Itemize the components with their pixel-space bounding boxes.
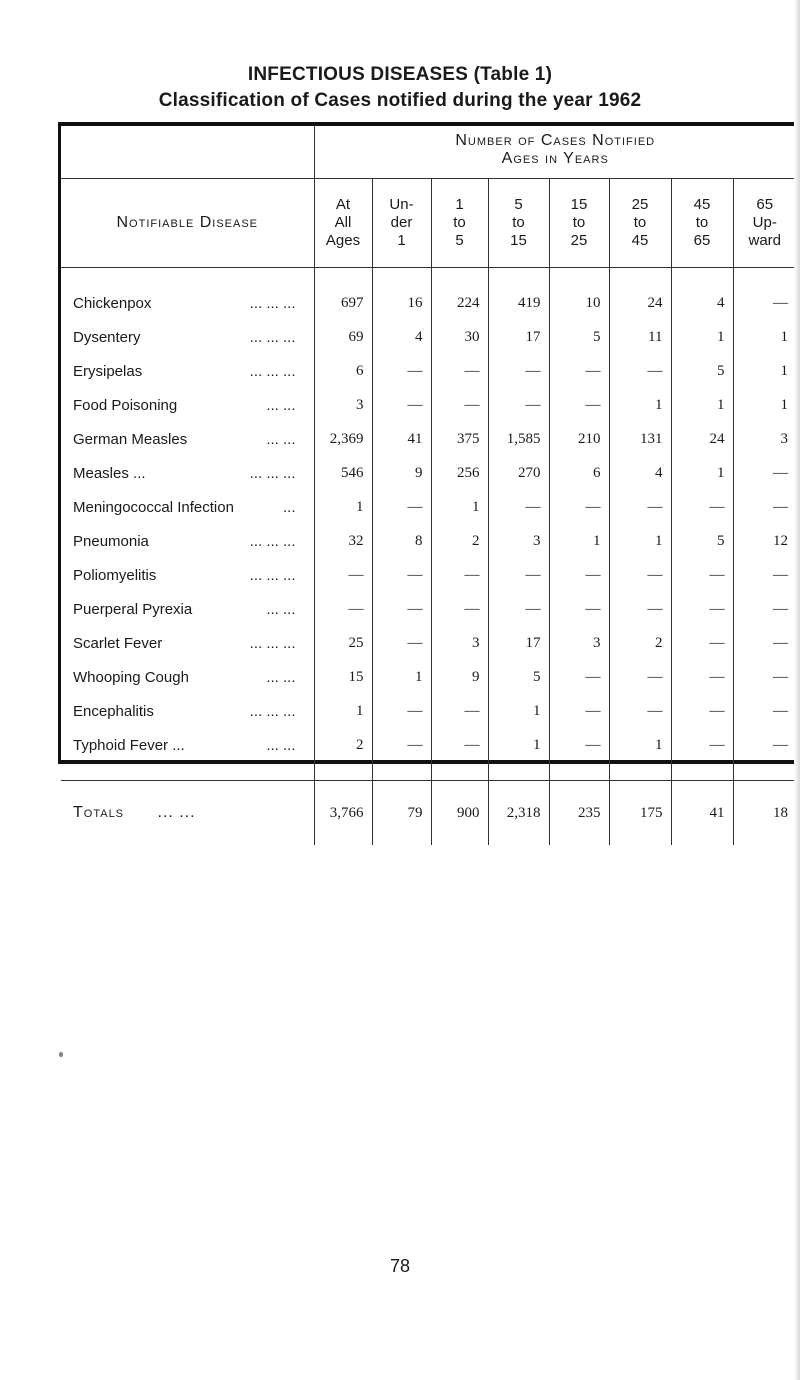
column-header-line: to [453,214,466,231]
value-cell: — [733,694,796,728]
value-cell: 17 [488,626,549,660]
value-cell: — [671,558,733,592]
value-cell: 1 [609,524,671,558]
total-value-cell: 175 [609,781,671,846]
value-cell: 224 [431,268,488,321]
value-cell: — [372,490,431,524]
column-header-line: to [633,214,647,231]
value-cell: 1 [609,728,671,781]
value-cell: 24 [671,422,733,456]
value-cell: 25 [314,626,372,660]
value-cell: 10 [549,268,609,321]
table-row [61,728,796,781]
value-cell: — [314,558,372,592]
table-row [61,422,796,456]
value-cell: 270 [488,456,549,490]
value-cell: — [671,694,733,728]
page-number: 78 [389,1256,411,1276]
table-row [61,388,796,422]
leader-dots: ... ... ... [249,566,296,584]
value-cell: — [488,388,549,422]
value-cell: — [549,592,609,626]
table-row [61,694,796,728]
disease-name: Scarlet Fever [73,634,163,652]
disease-name: Meningococcal Infection [73,498,234,516]
value-cell: 546 [314,456,372,490]
leader-dots: ... ... [266,736,296,754]
total-value-cell: 79 [372,781,431,846]
disease-cell [61,456,314,490]
table-row [61,660,796,694]
leader-dots: ... ... [266,600,296,618]
value-cell: 9 [372,456,431,490]
value-cell: — [549,354,609,388]
value-cell: — [372,354,431,388]
value-cell: 6 [314,354,372,388]
totals-dots: ... ... [157,804,196,821]
value-cell: — [488,354,549,388]
table-row [61,490,796,524]
value-cell: — [733,592,796,626]
column-header-row [61,179,796,268]
value-cell: 131 [609,422,671,456]
value-cell: 2 [431,524,488,558]
value-cell: 5 [549,320,609,354]
disease-cell [61,422,314,456]
value-cell: 1 [372,660,431,694]
column-header-line: 45 [693,196,711,213]
column-header-line: to [572,214,586,231]
value-cell: — [549,660,609,694]
value-cell: — [431,694,488,728]
value-cell: — [671,660,733,694]
column-header [671,179,733,268]
column-header [314,179,372,268]
disease-table [61,126,796,845]
leader-dots: ... ... ... [249,294,296,312]
value-cell: 2,369 [314,422,372,456]
empty-corner [61,126,314,179]
value-cell: — [372,592,431,626]
column-header [733,179,796,268]
value-cell: 210 [549,422,609,456]
value-cell: — [609,490,671,524]
value-cell: 375 [431,422,488,456]
disease-name: Pneumonia [73,532,149,550]
disease-cell [61,320,314,354]
value-cell: 12 [733,524,796,558]
value-cell: — [549,728,609,781]
disease-name: Puerperal Pyrexia [73,600,193,618]
group-header-row [61,126,796,179]
column-header-line: Ages [325,232,361,249]
column-header-line: 1 [455,196,464,213]
column-header [431,179,488,268]
value-cell: — [609,694,671,728]
column-header-line: 25 [570,232,588,249]
total-value-cell: 41 [671,781,733,846]
disease-cell [61,592,314,626]
group-header-line1: Number of Cases Notified [455,132,656,149]
column-header-line: 25 [631,196,649,213]
column-header-line: Up- [752,214,777,231]
leader-dots: ... ... [266,430,296,448]
column-header-line: 65 [756,196,774,213]
value-cell: 697 [314,268,372,321]
leader-dots: ... ... [266,396,296,414]
value-cell: — [372,388,431,422]
value-cell: — [549,694,609,728]
disease-name: Food Poisoning [73,396,178,414]
value-cell: — [488,490,549,524]
value-cell: — [733,490,796,524]
value-cell: 1 [671,320,733,354]
value-cell: 2 [314,728,372,781]
disease-cell [61,490,314,524]
column-header-line: 45 [631,232,649,249]
value-cell: — [372,694,431,728]
leader-dots: ... ... ... [249,328,296,346]
disease-cell [61,728,314,781]
disease-cell [61,268,314,321]
disease-cell [61,626,314,660]
value-cell: — [733,456,796,490]
value-cell: 3 [733,422,796,456]
value-cell: — [609,558,671,592]
value-cell: — [671,728,733,781]
value-cell: — [431,728,488,781]
value-cell: 4 [671,268,733,321]
value-cell: 1 [671,388,733,422]
leader-dots: ... ... ... [249,634,296,652]
value-cell: 4 [372,320,431,354]
value-cell: 1 [609,388,671,422]
total-value-cell: 235 [549,781,609,846]
column-header [549,179,609,268]
column-header-line: der [390,214,413,231]
leader-dots: ... ... ... [249,464,296,482]
disease-cell [61,388,314,422]
table-row [61,320,796,354]
column-header-line: 65 [693,232,711,249]
value-cell: 1 [314,694,372,728]
paper-speck [59,1052,63,1057]
column-header-line: At [335,196,351,213]
value-cell: 2 [609,626,671,660]
disease-cell [61,660,314,694]
value-cell: — [488,558,549,592]
table-row [61,524,796,558]
value-cell: — [609,354,671,388]
column-header-line: 1 [397,232,406,249]
value-cell: 5 [671,354,733,388]
table-row [61,626,796,660]
value-cell: — [733,558,796,592]
disease-name: Dysentery [73,328,141,346]
value-cell: — [431,388,488,422]
leader-dots: ... ... ... [249,362,296,380]
table-body [61,268,796,781]
value-cell: 16 [372,268,431,321]
column-header-line: 15 [570,196,588,213]
value-cell: 11 [609,320,671,354]
value-cell: 69 [314,320,372,354]
value-cell: — [733,728,796,781]
disease-name: Poliomyelitis [73,566,157,584]
value-cell: 256 [431,456,488,490]
total-value-cell: 900 [431,781,488,846]
value-cell: — [733,268,796,321]
value-cell: — [733,660,796,694]
disease-name: Measles ... [73,464,146,482]
value-cell: — [671,490,733,524]
value-cell: 15 [314,660,372,694]
value-cell: 1,585 [488,422,549,456]
totals-row [61,781,796,846]
value-cell: — [372,728,431,781]
group-header [314,126,796,179]
column-header-line: ward [748,232,781,249]
table-row [61,268,796,321]
value-cell: 6 [549,456,609,490]
value-cell: 1 [549,524,609,558]
value-cell: — [549,490,609,524]
value-cell: — [372,558,431,592]
column-header [488,179,549,268]
disease-cell [61,558,314,592]
value-cell: 3 [488,524,549,558]
column-header-line: to [695,214,709,231]
disease-column-header: Notifiable Disease [116,214,259,231]
value-cell: 24 [609,268,671,321]
total-value-cell: 18 [733,781,796,846]
value-cell: — [431,592,488,626]
column-header-line: to [512,214,525,231]
column-header-line: Un- [389,196,414,213]
disease-name: Typhoid Fever ... [73,736,185,754]
value-cell: 1 [671,456,733,490]
disease-cell [61,694,314,728]
column-header [372,179,431,268]
table-row [61,592,796,626]
leader-dots: ... ... [266,668,296,686]
disease-name: Chickenpox [73,294,152,312]
value-cell: 5 [488,660,549,694]
disease-name: German Measles [73,430,188,448]
value-cell: 1 [733,354,796,388]
column-header-line: All [334,214,352,231]
value-cell: — [372,626,431,660]
value-cell: 9 [431,660,488,694]
value-cell: — [488,592,549,626]
totals-label-text: Totals [73,804,125,821]
disease-cell [61,354,314,388]
value-cell: 1 [314,490,372,524]
value-cell: 4 [609,456,671,490]
value-cell: — [609,660,671,694]
disease-name: Whooping Cough [73,668,189,686]
value-cell: 1 [431,490,488,524]
disease-cell [61,524,314,558]
column-header-line: 5 [455,232,464,249]
value-cell: 3 [549,626,609,660]
table-title: INFECTIOUS DISEASES (Table 1) [247,64,553,85]
value-cell: — [431,558,488,592]
table-subtitle: Classification of Cases notified during the year 1962 [158,90,642,111]
value-cell: 30 [431,320,488,354]
total-value-cell: 3,766 [314,781,372,846]
value-cell: — [733,626,796,660]
value-cell: — [671,626,733,660]
table-row [61,558,796,592]
value-cell: 1 [488,728,549,781]
value-cell: 41 [372,422,431,456]
page-edge-shadow [794,0,800,1380]
column-header-line: 5 [514,196,523,213]
value-cell: 1 [733,320,796,354]
value-cell: — [431,354,488,388]
value-cell: — [314,592,372,626]
leader-dots: ... ... ... [249,532,296,550]
value-cell: 5 [671,524,733,558]
disease-name: Erysipelas [73,362,143,380]
value-cell: 1 [733,388,796,422]
table-row [61,456,796,490]
value-cell: — [609,592,671,626]
total-value-cell: 2,318 [488,781,549,846]
value-cell: 3 [314,388,372,422]
value-cell: — [549,388,609,422]
value-cell: — [671,592,733,626]
column-header [609,179,671,268]
value-cell: 8 [372,524,431,558]
totals-label [61,781,314,846]
column-header-line: 15 [510,232,527,249]
leader-dots: ... [282,498,296,516]
group-header-line2: Ages in Years [501,150,609,167]
value-cell: 1 [488,694,549,728]
value-cell: 419 [488,268,549,321]
table-row [61,354,796,388]
value-cell: 17 [488,320,549,354]
disease-name: Encephalitis [73,702,154,720]
leader-dots: ... ... ... [249,702,296,720]
value-cell: — [549,558,609,592]
value-cell: 32 [314,524,372,558]
value-cell: 3 [431,626,488,660]
